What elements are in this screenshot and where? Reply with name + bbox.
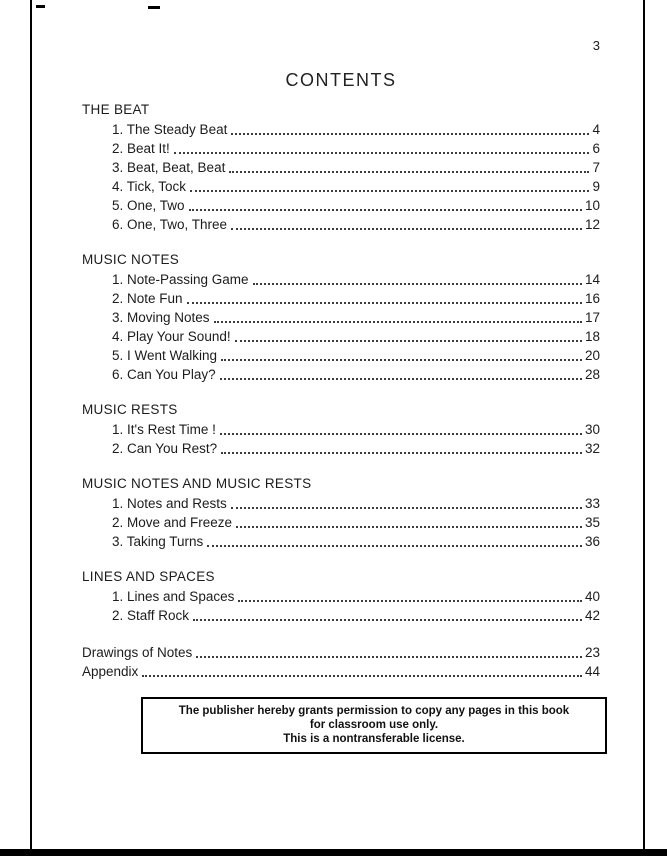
page-title: CONTENTS [285, 70, 397, 90]
toc-entry [82, 365, 600, 384]
dot-leader [221, 359, 582, 361]
toc-entry [82, 643, 600, 662]
notice-line: for classroom use only. [309, 719, 439, 731]
toc-entry [82, 587, 600, 606]
toc-entry-label: Appendix [82, 664, 139, 679]
toc-entry-page: 6 [592, 141, 600, 156]
toc-entry-label: 3. Beat, Beat, Beat [112, 160, 226, 175]
toc-entry-label: 3. Moving Notes [112, 310, 210, 325]
toc-section-lines-and-spaces [82, 569, 600, 625]
notice-line: The publisher hereby grants permission to copy any pages in this book [178, 705, 570, 717]
dot-leader [174, 152, 590, 154]
dot-leader [236, 526, 582, 528]
toc-entry-label: 1. The Steady Beat [112, 122, 228, 137]
toc-entry [82, 270, 600, 289]
toc-entry-page: 17 [584, 310, 600, 325]
toc-entry [82, 289, 600, 308]
toc-entry-page: 4 [592, 122, 600, 137]
toc-entry-page: 9 [592, 179, 600, 194]
copy-permission-notice [141, 697, 607, 754]
dot-leader [231, 507, 582, 509]
toc-entry-page: 7 [592, 160, 600, 175]
toc-entry [82, 215, 600, 234]
toc-entry [82, 439, 600, 458]
toc-entry [82, 513, 600, 532]
toc-entry-page: 12 [584, 217, 600, 232]
toc-entry-page: 42 [584, 608, 600, 623]
dot-leader [187, 302, 582, 304]
toc-entry-label: 2. Can You Rest? [112, 441, 218, 456]
toc-entry-page: 20 [584, 348, 600, 363]
toc-entry-page: 16 [584, 291, 600, 306]
dot-leader [214, 321, 582, 323]
dot-leader [238, 600, 582, 602]
toc-entry-page: 33 [584, 496, 600, 511]
toc-entry-label: 2. Note Fun [112, 291, 183, 306]
toc-section-music-notes [82, 252, 600, 384]
dot-leader [253, 283, 582, 285]
toc-entry [82, 346, 600, 365]
toc-entry-page: 35 [584, 515, 600, 530]
toc-entry-page: 14 [584, 272, 600, 287]
notice-line: This is a nontransferable license. [283, 733, 465, 745]
toc-entry [82, 177, 600, 196]
toc-section-heading: MUSIC NOTES AND MUSIC RESTS [82, 476, 312, 491]
toc-section-heading: MUSIC RESTS [82, 402, 178, 417]
dot-leader [231, 228, 582, 230]
dot-leader [193, 619, 582, 621]
toc-entry-label: 5. I Went Walking [112, 348, 218, 363]
toc-entry [82, 532, 600, 551]
toc-section-music-rests [82, 402, 600, 458]
toc-standalone-entries [82, 643, 600, 681]
toc-entry [82, 327, 600, 346]
dot-leader [190, 190, 589, 192]
toc-entry-label: 1. It's Rest Time ! [112, 422, 216, 437]
toc-section-heading: MUSIC NOTES [82, 252, 180, 267]
page-number: 3 [592, 38, 600, 53]
toc-entry-label: 3. Taking Turns [112, 534, 204, 549]
toc-entry-label: 1. Lines and Spaces [112, 589, 235, 604]
toc-entry-label: 1. Note-Passing Game [112, 272, 249, 287]
toc-section-notes-and-rests [82, 476, 600, 551]
dot-leader [221, 452, 582, 454]
scan-artifact-speck [148, 6, 160, 9]
toc-entry [82, 494, 600, 513]
toc-entry-label: 4. Tick, Tock [112, 179, 187, 194]
toc-entry-label: 2. Beat It! [112, 141, 170, 156]
toc-entry-page: 40 [584, 589, 600, 604]
toc-entry-label: 2. Staff Rock [112, 608, 190, 623]
toc-section-heading: LINES AND SPACES [82, 569, 215, 584]
dot-leader [220, 378, 582, 380]
toc-entry [82, 196, 600, 215]
toc-entry-label: Drawings of Notes [82, 645, 193, 660]
toc-entry [82, 120, 600, 139]
toc-entry [82, 158, 600, 177]
toc-entry-page: 10 [584, 198, 600, 213]
toc-entry-page: 32 [584, 441, 600, 456]
dot-leader [207, 545, 582, 547]
toc-entry-page: 23 [584, 645, 600, 660]
dot-leader [189, 209, 582, 211]
toc-entry-label: 5. One, Two [112, 198, 185, 213]
toc-entry-label: 2. Move and Freeze [112, 515, 233, 530]
dot-leader [235, 340, 582, 342]
scan-artifact-bottom-bar [0, 849, 667, 856]
dot-leader [231, 133, 589, 135]
toc-entry [82, 662, 600, 681]
toc-entry-page: 44 [584, 664, 600, 679]
toc-entry-label: 1. Notes and Rests [112, 496, 227, 511]
toc-section-the-beat [82, 102, 600, 234]
toc-entry-label: 6. Can You Play? [112, 367, 216, 382]
toc-content [82, 70, 600, 681]
scan-artifact-speck [36, 5, 45, 8]
dot-leader [196, 656, 582, 658]
toc-entry-label: 4. Play Your Sound! [112, 329, 231, 344]
dot-leader [142, 675, 582, 677]
toc-entry-page: 36 [584, 534, 600, 549]
scan-artifact-right-line [643, 0, 645, 849]
toc-entry [82, 420, 600, 439]
toc-entry-page: 28 [584, 367, 600, 382]
toc-entry [82, 606, 600, 625]
toc-section-heading: THE BEAT [82, 102, 150, 117]
toc-entry-label: 6. One, Two, Three [112, 217, 228, 232]
toc-entry [82, 308, 600, 327]
dot-leader [229, 171, 589, 173]
toc-entry-page: 18 [584, 329, 600, 344]
dot-leader [220, 433, 582, 435]
toc-entry [82, 139, 600, 158]
scan-artifact-left-line [30, 0, 32, 849]
toc-entry-page: 30 [584, 422, 600, 437]
